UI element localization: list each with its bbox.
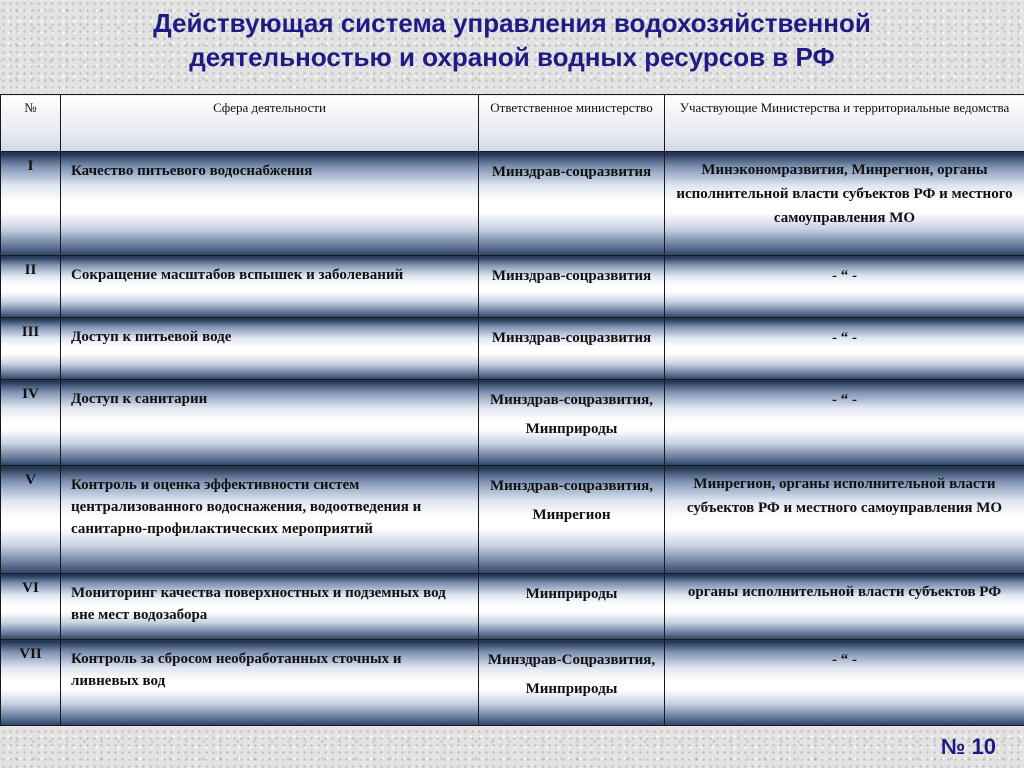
row-number: I: [1, 152, 61, 256]
row-participants: - “ -: [665, 318, 1024, 380]
row-responsible: Минздрав-соцразвития, Минрегион: [479, 466, 665, 574]
row-participants: - “ -: [665, 380, 1024, 466]
table-row: [1, 318, 1024, 380]
row-sphere: Контроль и оценка эффективности систем централизованного водоснажения, водоотведения и санитарно-профилактических мероприятий: [61, 466, 479, 574]
ministries-table: [0, 94, 1024, 726]
row-responsible: Минприроды: [479, 574, 665, 640]
row-participants: - “ -: [665, 256, 1024, 318]
row-participants: Минрегион, органы исполнительной власти субъектов РФ и местного самоуправления МО: [665, 466, 1024, 574]
header-responsible-ministry: Ответственное министерство: [479, 95, 665, 152]
table-row: [1, 466, 1024, 574]
table-row: [1, 380, 1024, 466]
row-responsible: Минздрав-соцразвития: [479, 256, 665, 318]
row-sphere: Сокращение масштабов вспышек и заболеваний: [61, 256, 479, 318]
table-row: [1, 640, 1024, 726]
row-sphere: Качество питьевого водоснабжения: [61, 152, 479, 256]
row-number: IV: [1, 380, 61, 466]
page-number: № 10: [940, 734, 996, 759]
row-number: V: [1, 466, 61, 574]
slide-title-line1: Действующая система управления водохозяйственной: [153, 8, 871, 38]
row-responsible: Минздрав-соцразвития: [479, 318, 665, 380]
row-number: VII: [1, 640, 61, 726]
row-participants: органы исполнительной власти субъектов РФ: [665, 574, 1024, 640]
table-row: [1, 152, 1024, 256]
row-participants: - “ -: [665, 640, 1024, 726]
header-participating-ministries: Участвующие Министерства и территориальные ведомства: [665, 95, 1024, 152]
table-row: [1, 256, 1024, 318]
row-responsible: Минздрав-соцразвития: [479, 152, 665, 256]
row-number: VI: [1, 574, 61, 640]
row-responsible: Минздрав-Соцразвития, Минприроды: [479, 640, 665, 726]
row-number: III: [1, 318, 61, 380]
row-sphere: Доступ к питьевой воде: [61, 318, 479, 380]
slide-title-line2: деятельностью и охраной водных ресурсов в РФ: [189, 42, 835, 72]
table-header-row: [1, 95, 1024, 152]
table-row: [1, 574, 1024, 640]
row-responsible: Минздрав-соцразвития, Минприроды: [479, 380, 665, 466]
slide-title: [0, 6, 1024, 74]
row-participants: Минэкономразвития, Минрегион, органы исполнительной власти субъектов РФ и местного самоуправления МО: [665, 152, 1024, 256]
row-number: II: [1, 256, 61, 318]
row-sphere: Контроль за сбросом необработанных сточных и ливневых вод: [61, 640, 479, 726]
row-sphere: Доступ к санитарии: [61, 380, 479, 466]
header-number: №: [1, 95, 61, 152]
row-sphere: Мониторинг качества поверхностных и подземных вод вне мест водозабора: [61, 574, 479, 640]
header-sphere: Сфера деятельности: [61, 95, 479, 152]
